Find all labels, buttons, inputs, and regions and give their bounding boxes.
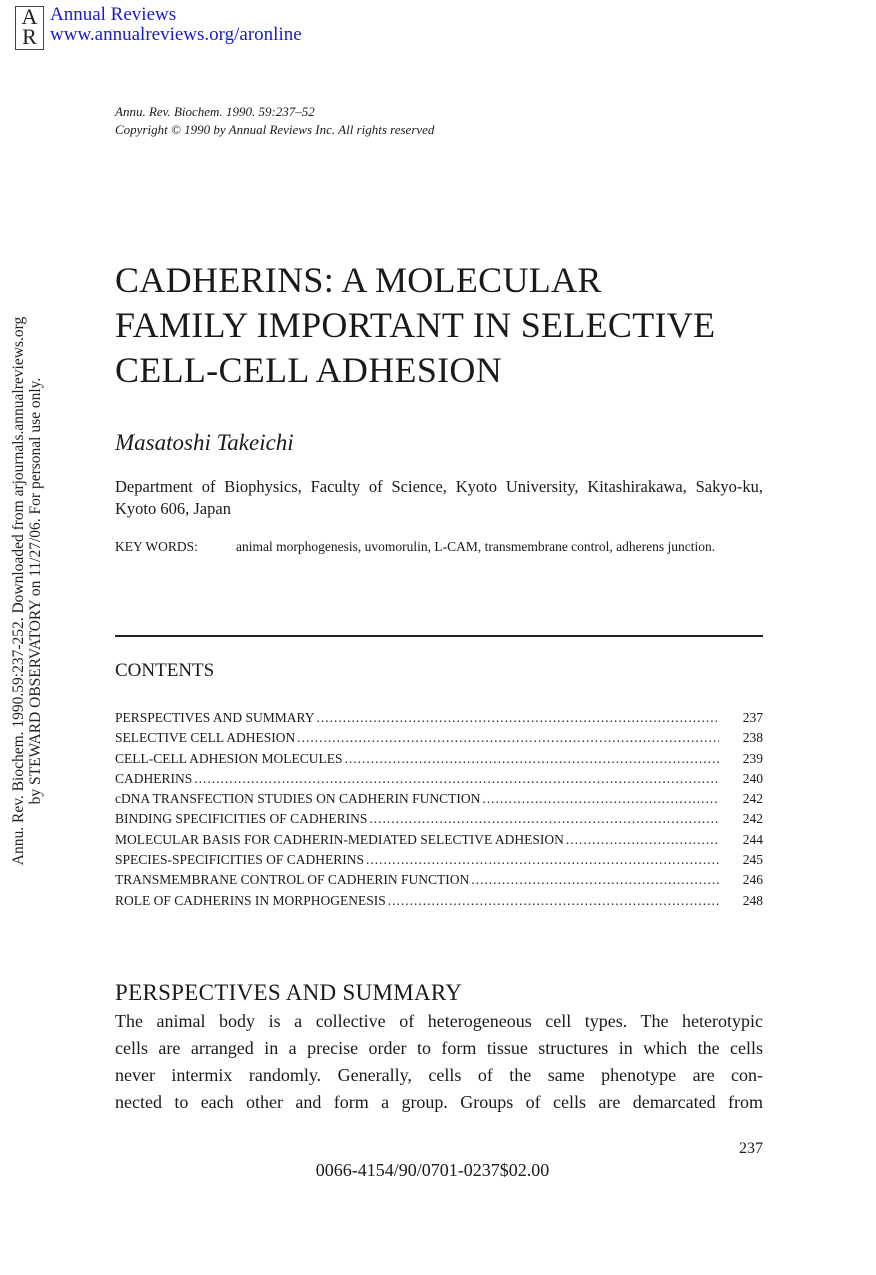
toc-title: CELL-CELL ADHESION MOLECULES bbox=[115, 750, 343, 766]
toc-page: 246 bbox=[742, 872, 763, 888]
body-line: cells are arranged in a precise order to form tissue structures in which the cells bbox=[115, 1038, 763, 1058]
title-line: CELL-CELL ADHESION bbox=[115, 350, 503, 390]
publisher-url[interactable]: www.annualreviews.org/aronline bbox=[50, 24, 302, 45]
copyright: Copyright © 1990 by Annual Reviews Inc. All rights reserved bbox=[115, 122, 435, 137]
toc-leader bbox=[566, 832, 719, 848]
section-heading: PERSPECTIVES AND SUMMARY bbox=[115, 980, 463, 1005]
publisher-name[interactable]: Annual Reviews bbox=[50, 4, 177, 25]
body-line: The animal body is a collective of heterogeneous cell types. The heterotypic bbox=[115, 1011, 763, 1031]
toc-entry bbox=[115, 771, 763, 791]
toc-entry bbox=[115, 791, 763, 811]
toc-page: 248 bbox=[742, 892, 763, 908]
toc-leader bbox=[388, 893, 719, 909]
toc-title: cDNA TRANSFECTION STUDIES ON CADHERIN FUNCTION bbox=[115, 791, 481, 807]
toc-page: 242 bbox=[742, 811, 763, 827]
body-line: never intermix randomly. Generally, cells of the same phenotype are con- bbox=[115, 1065, 763, 1085]
table-of-contents bbox=[115, 710, 763, 913]
body-line: nected to each other and form a group. Groups of cells are demarcated from bbox=[115, 1092, 763, 1112]
affiliation: Department of Biophysics, Faculty of Science, Kyoto University, Kitashirakawa, Sakyo-ku, Kyoto 606, Japan bbox=[115, 477, 763, 518]
toc-entry bbox=[115, 811, 763, 831]
author: Masatoshi Takeichi bbox=[115, 430, 294, 455]
toc-leader bbox=[297, 730, 719, 746]
toc-page: 237 bbox=[742, 710, 763, 725]
toc-entry bbox=[115, 751, 763, 771]
toc-title: SPECIES-SPECIFICITIES OF CADHERINS bbox=[115, 852, 365, 868]
toc-page: 242 bbox=[742, 791, 763, 807]
toc-page: 239 bbox=[742, 750, 763, 766]
toc-title: TRANSMEMBRANE CONTROL OF CADHERIN FUNCTION bbox=[115, 872, 470, 888]
title-line: CADHERINS: A MOLECULAR bbox=[115, 260, 602, 300]
toc-page: 245 bbox=[742, 852, 763, 868]
keywords-value: animal morphogenesis, uvomorulin, L-CAM, transmembrane control, adherens junction. bbox=[236, 539, 716, 554]
download-note-line: Annu. Rev. Biochem. 1990.59:237-252. Downloaded from arjournals.annualreviews.org bbox=[10, 316, 27, 866]
toc-leader bbox=[366, 852, 719, 868]
keywords-label: KEY WORDS: bbox=[115, 539, 198, 554]
page-number: 237 bbox=[739, 1140, 763, 1157]
title-line: FAMILY IMPORTANT IN SELECTIVE bbox=[115, 305, 716, 345]
toc-entry bbox=[115, 710, 763, 730]
body-text bbox=[115, 1008, 763, 1116]
toc-leader bbox=[317, 710, 719, 726]
toc-leader bbox=[194, 771, 719, 787]
toc-entry bbox=[115, 893, 763, 913]
toc-title: MOLECULAR BASIS FOR CADHERIN-MEDIATED SELECTIVE ADHESION bbox=[115, 831, 564, 847]
toc-entry bbox=[115, 872, 763, 892]
toc-title: CADHERINS bbox=[115, 770, 193, 786]
journal-citation bbox=[115, 103, 434, 139]
toc-leader bbox=[482, 791, 719, 807]
toc-leader bbox=[471, 872, 719, 888]
toc-title: PERSPECTIVES AND SUMMARY bbox=[115, 710, 315, 725]
contents-heading: CONTENTS bbox=[115, 660, 215, 681]
toc-entry bbox=[115, 852, 763, 872]
toc-title: SELECTIVE CELL ADHESION bbox=[115, 730, 296, 746]
keywords bbox=[115, 538, 763, 556]
divider bbox=[115, 635, 763, 637]
toc-title: BINDING SPECIFICITIES OF CADHERINS bbox=[115, 811, 368, 827]
article-title bbox=[115, 258, 715, 393]
toc-leader bbox=[369, 811, 719, 827]
citation: Annu. Rev. Biochem. 1990. 59:237–52 bbox=[115, 104, 315, 119]
toc-title: ROLE OF CADHERINS IN MORPHOGENESIS bbox=[115, 892, 386, 908]
toc-page: 238 bbox=[742, 730, 763, 746]
publisher-link[interactable] bbox=[50, 5, 302, 45]
download-note bbox=[10, 266, 44, 916]
download-note-line: by STEWARD OBSERVATORY on 11/27/06. For personal use only. bbox=[27, 377, 44, 805]
toc-page: 244 bbox=[742, 831, 763, 847]
toc-entry bbox=[115, 730, 763, 750]
annual-reviews-logo: A R bbox=[15, 6, 44, 50]
article-code: 0066-4154/90/0701-0237$02.00 bbox=[315, 1160, 550, 1180]
toc-entry bbox=[115, 832, 763, 852]
toc-leader bbox=[344, 751, 719, 767]
toc-page: 240 bbox=[742, 770, 763, 786]
